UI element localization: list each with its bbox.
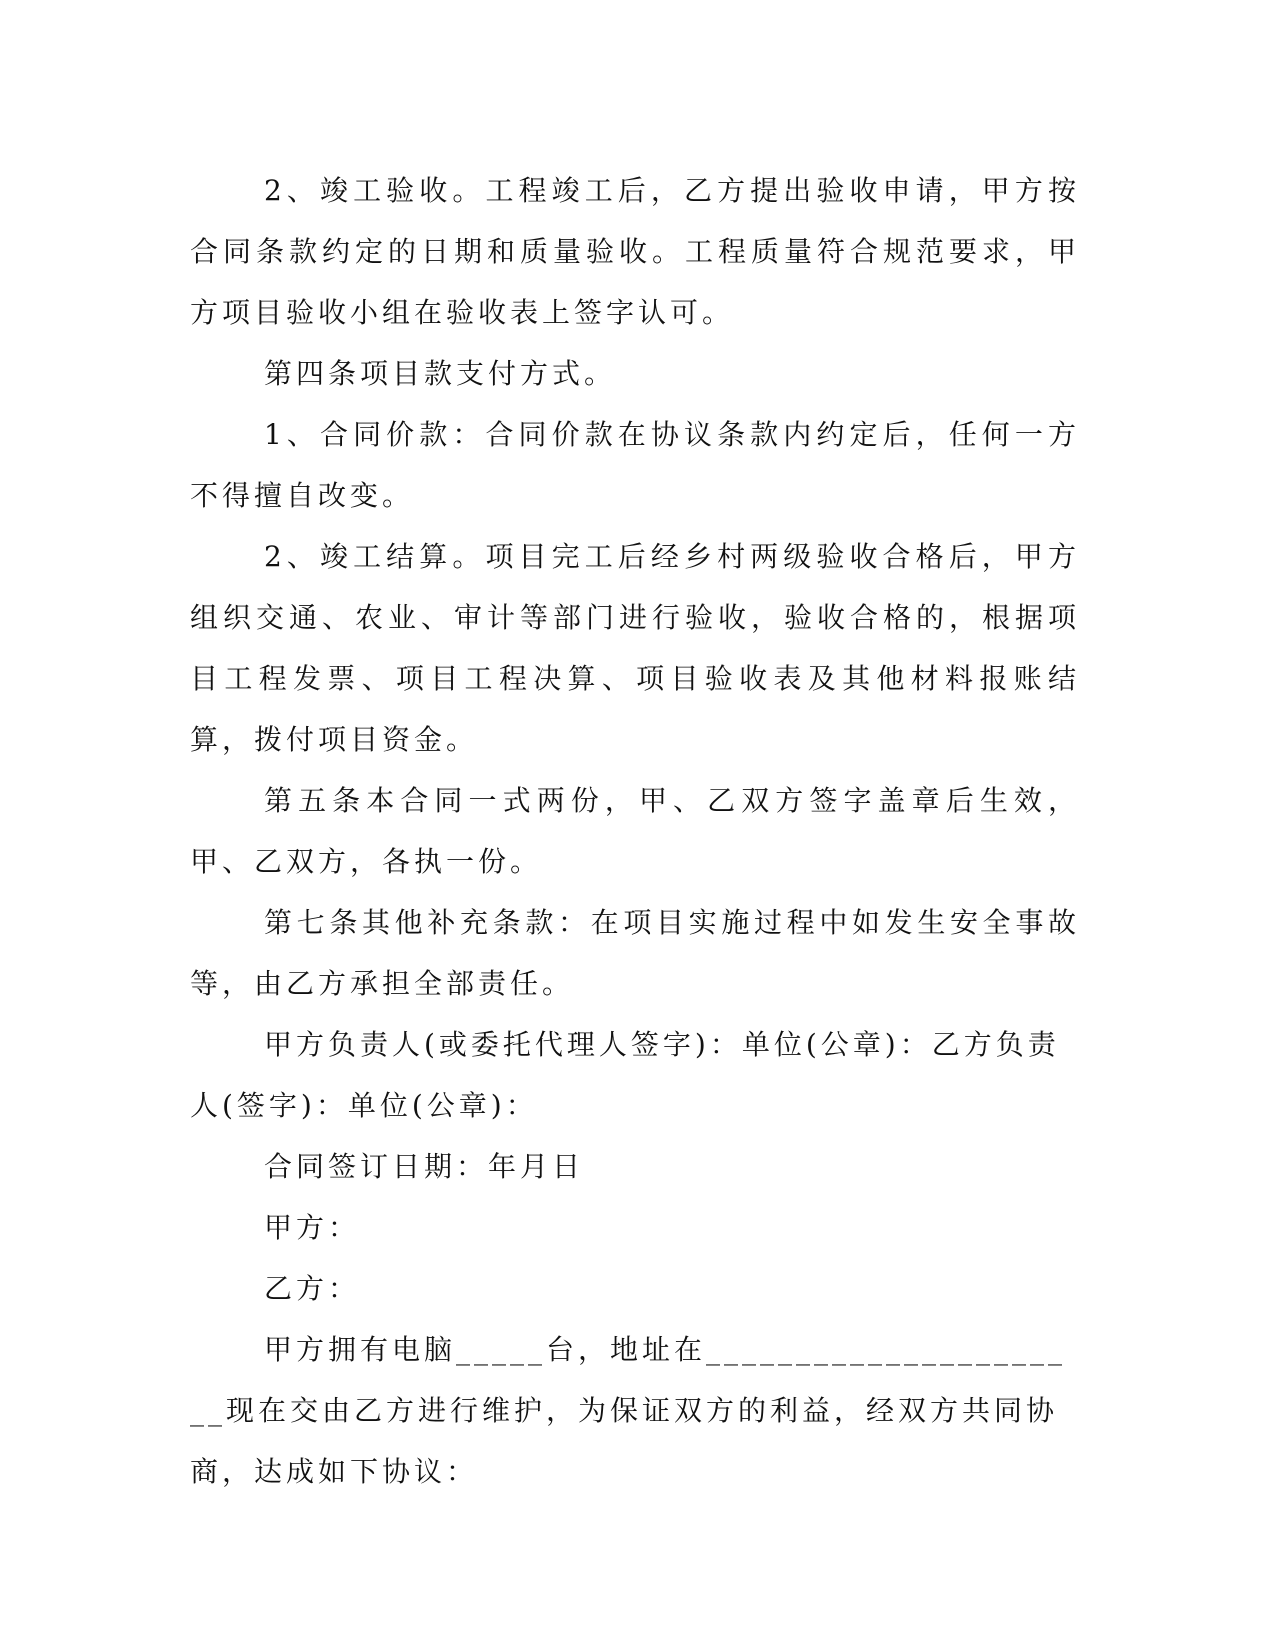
article-seven: 第七条其他补充条款：在项目实施过程中如发生安全事故等，由乙方承担全部责任。 bbox=[190, 906, 1080, 1000]
article-five: 第五条本合同一式两份，甲、乙双方签字盖章后生效，甲、乙双方，各执一份。 bbox=[190, 784, 1080, 878]
party-a-label: 甲方： bbox=[264, 1211, 361, 1244]
signature-line: 甲方负责人(或委托代理人签字)：单位(公章)：乙方负责人(签字)：单位(公章)： bbox=[190, 1028, 1060, 1122]
document-body bbox=[190, 160, 1080, 1502]
clause-contract-price: 1、合同价款：合同价款在协议条款内约定后，任何一方不得擅自改变。 bbox=[190, 418, 1080, 512]
clause-completion-settlement: 2、竣工结算。项目完工后经乡村两级验收合格后，甲方组织交通、农业、审计等部门进行验收，验收合格的，根据项目工程发票、项目工程决算、项目验收表及其他材料报账结算，拨付项目资金。 bbox=[190, 540, 1080, 756]
signing-date: 合同签订日期：年月日 bbox=[264, 1150, 585, 1183]
clause-completion-acceptance: 2、竣工验收。工程竣工后，乙方提出验收申请，甲方按合同条款约定的日期和质量验收。工程质量符合规范要求，甲方项目验收小组在验收表上签字认可。 bbox=[190, 174, 1080, 329]
computer-maintenance-intro: 甲方拥有电脑_____台，地址在______________________现在交由乙方进行维护，为保证双方的利益，经双方共同协商，达成如下协议： bbox=[190, 1333, 1067, 1488]
article-four-heading: 第四条项目款支付方式。 bbox=[264, 357, 617, 390]
party-b-label: 乙方： bbox=[264, 1272, 361, 1305]
